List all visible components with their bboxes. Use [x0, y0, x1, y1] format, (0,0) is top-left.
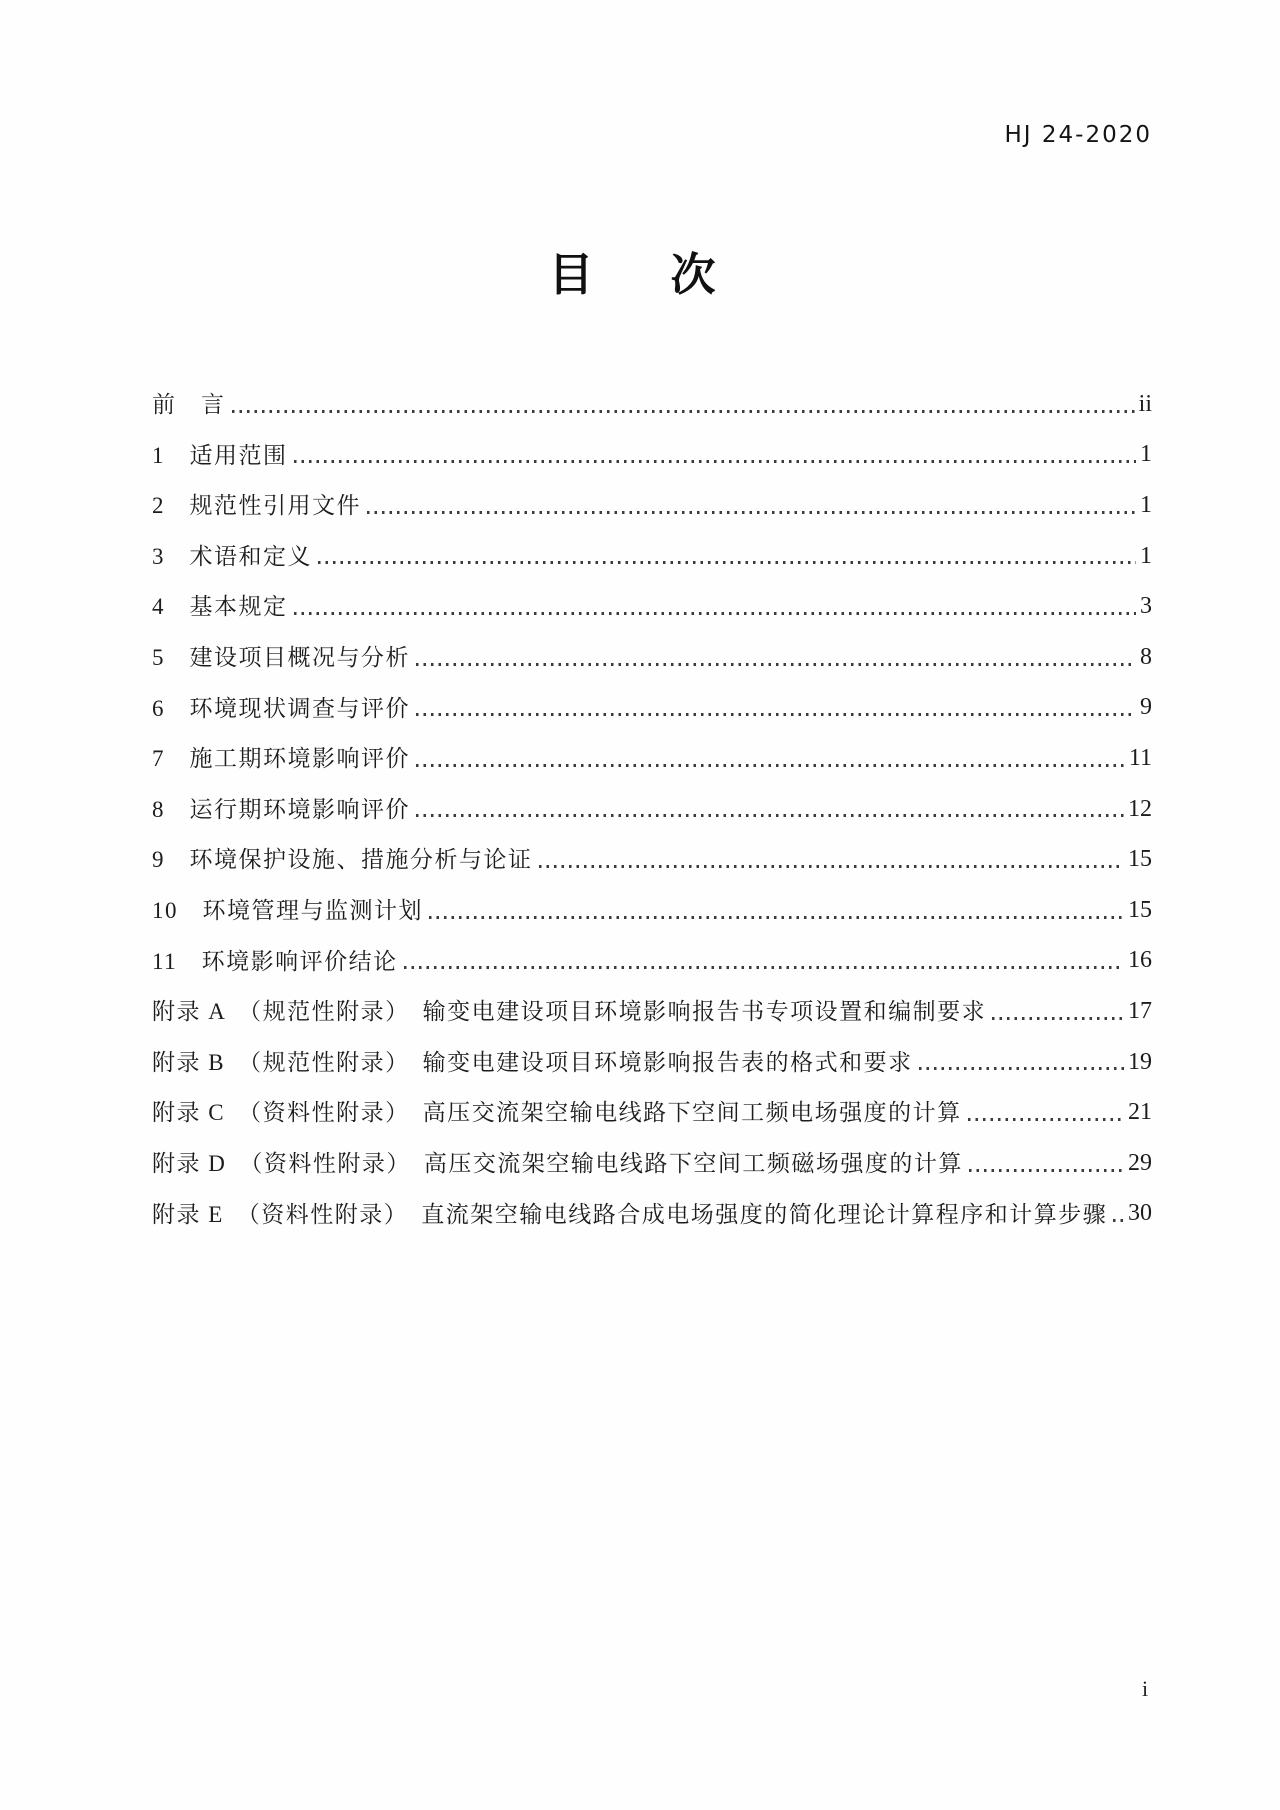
dotted-leader: [992, 1017, 1124, 1020]
dotted-leader: [416, 814, 1124, 817]
toc-entry: [152, 419, 1152, 470]
dotted-leader: [919, 1067, 1124, 1070]
toc-entry-page-number: 3: [1140, 593, 1152, 620]
footer-page-number: i: [1142, 1676, 1149, 1701]
toc-entry-label: 4 基本规定: [152, 594, 288, 620]
dotted-leader: [318, 561, 1136, 564]
toc-entry-page-number: 16: [1128, 947, 1152, 974]
toc-entry: [152, 520, 1152, 571]
toc-entry-label: 附录 E （资料性附录） 直流架空输电线路合成电场强度的简化理论计算程序和计算步骤: [152, 1201, 1108, 1227]
dotted-leader: [294, 612, 1137, 615]
dotted-leader: [232, 410, 1135, 413]
toc-entry-label: 前 言: [152, 392, 226, 417]
toc-entry-label: 附录 C （资料性附录） 高压交流架空输电线路下空间工频电场强度的计算: [152, 1100, 962, 1126]
dotted-leader: [968, 1118, 1124, 1121]
toc-entry: [152, 722, 1152, 773]
toc-entry: [152, 621, 1152, 672]
toc-entry: [152, 1178, 1152, 1229]
toc-entry-page-number: 8: [1140, 643, 1152, 670]
dotted-leader: [367, 511, 1136, 514]
toc-entry-page-number: 12: [1128, 795, 1152, 822]
dotted-leader: [294, 460, 1137, 463]
toc-entry-page-number: ii: [1138, 390, 1152, 417]
dotted-leader: [416, 764, 1125, 767]
toc-entry-page-number: 9: [1140, 694, 1152, 721]
dotted-leader: [969, 1169, 1124, 1172]
toc-entry-label: 5 建设项目概况与分析: [152, 644, 410, 670]
toc-entry-label: 8 运行期环境影响评价: [152, 796, 410, 822]
toc-entry: [152, 469, 1152, 520]
toc-entry-label: 11 环境影响评价结论: [152, 948, 398, 974]
toc-entry-page-number: 15: [1128, 896, 1152, 923]
toc-entry-page-number: 21: [1128, 1099, 1152, 1126]
dotted-leader: [416, 663, 1136, 666]
toc-entry-page-number: 1: [1140, 441, 1152, 468]
dotted-leader: [1113, 1219, 1124, 1222]
toc-entry: [152, 570, 1152, 621]
toc-entry-label: 9 环境保护设施、措施分析与论证: [152, 847, 533, 873]
toc-entry-label: 附录 D （资料性附录） 高压交流架空输电线路下空间工频磁场强度的计算: [152, 1150, 963, 1176]
toc-entry: [152, 1026, 1152, 1077]
toc-entry-label: 2 规范性引用文件: [152, 493, 361, 519]
table-of-contents: [152, 368, 1152, 1228]
toc-entry-page-number: 1: [1140, 491, 1152, 518]
toc-entry-label: 1 适用范围: [152, 442, 288, 468]
toc-entry-page-number: 1: [1140, 542, 1152, 569]
toc-entry-page-number: 19: [1128, 1048, 1152, 1075]
toc-entry: [152, 925, 1152, 976]
dotted-leader: [429, 916, 1124, 919]
toc-entry-page-number: 30: [1128, 1200, 1152, 1227]
toc-entry-label: 附录 A （规范性附录） 输变电建设项目环境影响报告书专项设置和编制要求: [152, 999, 987, 1025]
toc-entry-page-number: 11: [1128, 744, 1152, 771]
dotted-leader: [416, 713, 1136, 716]
toc-entry: [152, 975, 1152, 1026]
toc-entry: [152, 874, 1152, 925]
dotted-leader: [539, 865, 1125, 868]
toc-entry-page-number: 29: [1128, 1149, 1152, 1176]
page-title: 目 次: [548, 250, 732, 300]
toc-entry: [152, 672, 1152, 723]
toc-entry: [152, 1076, 1152, 1127]
toc-entry-label: 附录 B （规范性附录） 输变电建设项目环境影响报告表的格式和要求: [152, 1049, 913, 1075]
toc-entry-label: 10 环境管理与监测计划: [152, 897, 423, 923]
toc-entry: [152, 368, 1152, 419]
toc-entry-label: 3 术语和定义: [152, 543, 312, 569]
toc-entry: [152, 1127, 1152, 1178]
toc-entry-label: 6 环境现状调查与评价: [152, 695, 410, 721]
toc-entry: [152, 823, 1152, 874]
toc-entry-label: 7 施工期环境影响评价: [152, 746, 410, 772]
toc-entry: [152, 773, 1152, 824]
toc-entry-page-number: 15: [1128, 846, 1152, 873]
dotted-leader: [404, 966, 1124, 969]
standard-number: HJ 24-2020: [1004, 122, 1152, 148]
toc-entry-page-number: 17: [1128, 997, 1152, 1024]
